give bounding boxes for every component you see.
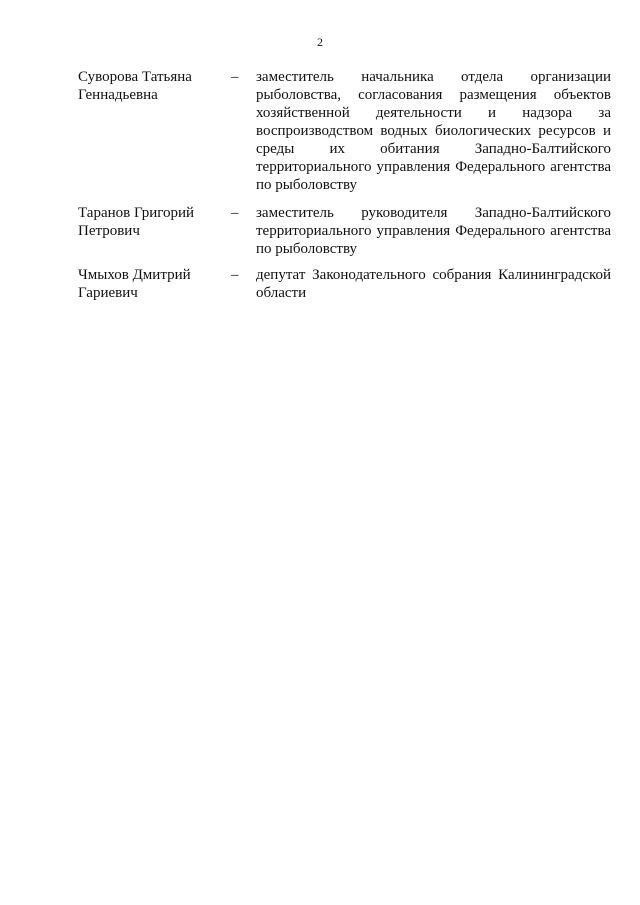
- member-position-line: заместитель начальника отдела организации: [256, 69, 611, 85]
- dash-separator: –: [231, 267, 239, 283]
- member-entry: [0, 204, 640, 266]
- member-name-line: Чмыхов Дмитрий: [78, 267, 191, 283]
- member-position-line: территориального управления Федерального агентства: [256, 223, 611, 239]
- member-name: [78, 266, 218, 302]
- member-position-line: по рыболовству: [256, 241, 358, 257]
- member-name-line: Геннадьевна: [78, 87, 158, 103]
- member-position-line: заместитель руководителя Западно-Балтийского: [256, 205, 611, 221]
- page-number: 2: [317, 35, 323, 49]
- member-position-line: области: [256, 285, 307, 301]
- member-name: [78, 204, 218, 240]
- member-entry: [0, 266, 640, 306]
- dash-separator: –: [231, 69, 239, 85]
- member-position: [256, 68, 611, 194]
- member-position-line: территориального управления Федерального агентства: [256, 159, 611, 175]
- member-entry: [0, 68, 640, 204]
- member-name-line: Суворова Татьяна: [78, 69, 192, 85]
- member-list: [0, 68, 640, 306]
- member-name-line: Гариевич: [78, 285, 138, 301]
- member-name-line: Таранов Григорий: [78, 205, 195, 221]
- member-position: [256, 204, 611, 258]
- member-position-line: хозяйственной деятельности и надзора за: [256, 105, 611, 121]
- member-position: [256, 266, 611, 302]
- member-position-line: по рыболовству: [256, 177, 358, 193]
- member-name: [78, 68, 218, 104]
- member-name-line: Петрович: [78, 223, 140, 239]
- member-position-line: среды их обитания Западно-Балтийского: [256, 141, 611, 157]
- member-position-line: воспроизводством водных биологических ресурсов и: [256, 123, 611, 139]
- member-position-line: депутат Законодательного собрания Калининградской: [256, 267, 611, 283]
- member-position-line: рыболовства, согласования размещения объектов: [256, 87, 611, 103]
- dash-separator: –: [231, 205, 239, 221]
